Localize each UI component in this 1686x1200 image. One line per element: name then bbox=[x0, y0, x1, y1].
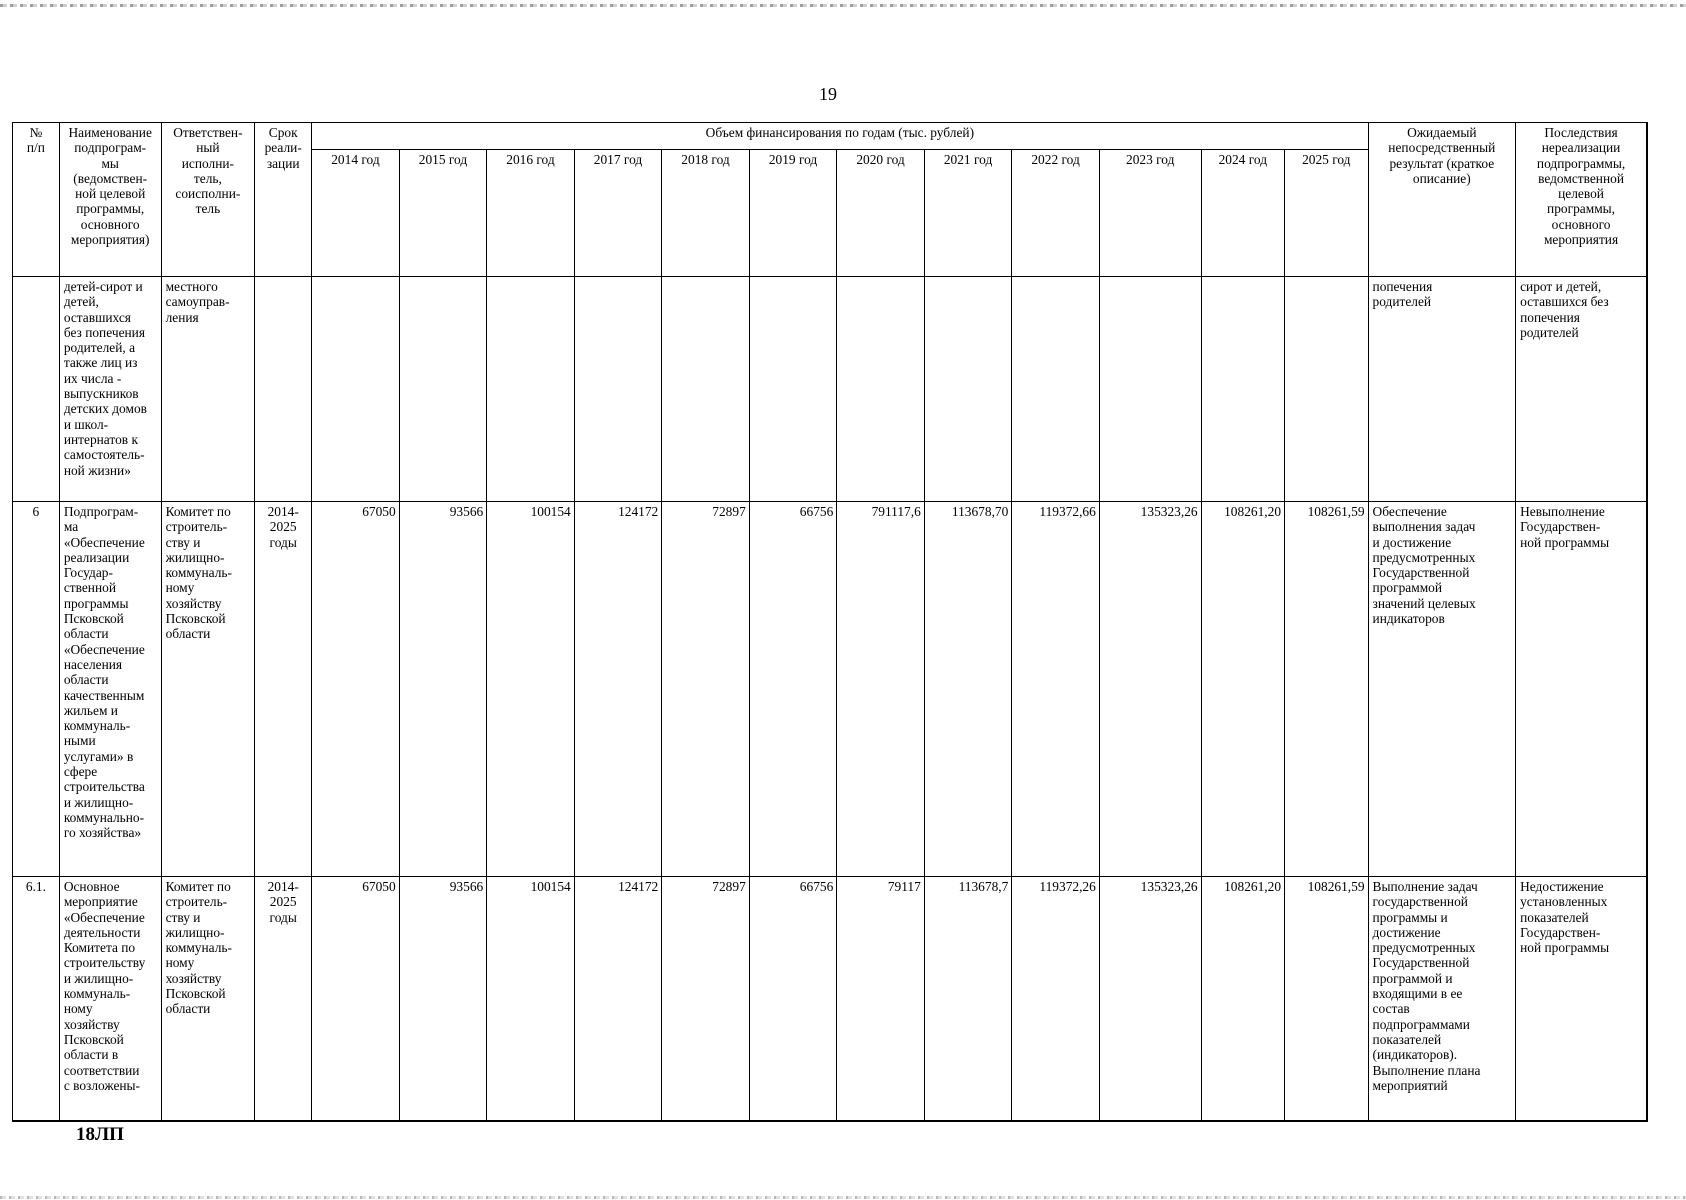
table-row bbox=[13, 277, 1648, 502]
cell-funding-value bbox=[1099, 277, 1201, 502]
cell-name: Подпрограм- ма «Обеспечение реализации Государ- ственной программы Псковской области «Обеспечение населения области качественным жильем и коммуналь- ными услугами» в сфере строительства и жилищно- коммунально- го хозяйства» bbox=[59, 502, 161, 877]
header-term: Срок реали- зации bbox=[255, 123, 312, 277]
cell-funding-value bbox=[574, 277, 662, 502]
header-year: 2025 год bbox=[1285, 150, 1369, 277]
header-year: 2022 год bbox=[1012, 150, 1100, 277]
cell-funding-value bbox=[487, 277, 575, 502]
cell-funding-value: 66756 bbox=[749, 502, 837, 877]
cell-responsible: Комитет по строитель- ству и жилищно- коммуналь- ному хозяйству Псковской области bbox=[161, 877, 255, 1122]
header-funding: Объем финансирования по годам (тыс. рублей) bbox=[312, 123, 1368, 150]
header-year: 2020 год bbox=[837, 150, 925, 277]
header-year: 2015 год bbox=[399, 150, 487, 277]
cell-term: 2014- 2025 годы bbox=[255, 877, 312, 1122]
cell-num: 6.1. bbox=[13, 877, 60, 1122]
cell-responsible: местного самоуправ- ления bbox=[161, 277, 255, 502]
cell-funding-value bbox=[924, 277, 1012, 502]
header-name: Наименование подпрограм- мы (ведомствен- ной целевой программы, основного мероприятия) bbox=[59, 123, 161, 277]
cell-funding-value: 72897 bbox=[662, 877, 750, 1122]
cell-funding-value: 100154 bbox=[487, 877, 575, 1122]
cell-funding-value: 113678,7 bbox=[924, 877, 1012, 1122]
cell-funding-value bbox=[749, 277, 837, 502]
cell-funding-value: 108261,20 bbox=[1201, 502, 1284, 877]
cell-name: детей-сирот и детей, оставшихся без попечения родителей, а также лиц из их числа - выпускников детских домов и школ- интернатов к самостоятель- ной жизни» bbox=[59, 277, 161, 502]
cell-funding-value: 108261,59 bbox=[1285, 502, 1369, 877]
cell-funding-value: 135323,26 bbox=[1099, 877, 1201, 1122]
scan-edge-bottom bbox=[0, 1196, 1686, 1199]
cell-consequences: сирот и детей, оставшихся без попечения родителей bbox=[1516, 277, 1647, 502]
header-year: 2016 год bbox=[487, 150, 575, 277]
page-number: 19 bbox=[819, 84, 837, 104]
cell-funding-value: 124172 bbox=[574, 877, 662, 1122]
cell-term: 2014- 2025 годы bbox=[255, 502, 312, 877]
header-result: Ожидаемый непосредственный результат (краткое описание) bbox=[1368, 123, 1516, 277]
table-row bbox=[13, 502, 1648, 877]
cell-funding-value: 108261,59 bbox=[1285, 877, 1369, 1122]
header-year: 2018 год bbox=[662, 150, 750, 277]
cell-num bbox=[13, 277, 60, 502]
cell-funding-value: 66756 bbox=[749, 877, 837, 1122]
cell-funding-value bbox=[1012, 277, 1100, 502]
cell-funding-value: 119372,26 bbox=[1012, 877, 1100, 1122]
cell-num: 6 bbox=[13, 502, 60, 877]
cell-funding-value bbox=[1201, 277, 1284, 502]
header-year: 2019 год bbox=[749, 150, 837, 277]
cell-name: Основное мероприятие «Обеспечение деятельности Комитета по строительству и жилищно- коммуналь- ному хозяйству Псковской области в соответствии с возложены- bbox=[59, 877, 161, 1122]
table-row bbox=[13, 877, 1648, 1122]
cell-consequences: Невыполнение Государствен- ной программы bbox=[1516, 502, 1647, 877]
header-year: 2023 год bbox=[1099, 150, 1201, 277]
header-year: 2024 год bbox=[1201, 150, 1284, 277]
cell-funding-value: 108261,20 bbox=[1201, 877, 1284, 1122]
header-consequences: Последствия нереализации подпрограммы, ведомственной целевой программы, основного мероприятия bbox=[1516, 123, 1647, 277]
cell-funding-value: 135323,26 bbox=[1099, 502, 1201, 877]
header-year: 2021 год bbox=[924, 150, 1012, 277]
cell-responsible: Комитет по строитель- ству и жилищно- коммуналь- ному хозяйству Псковской области bbox=[161, 502, 255, 877]
cell-funding-value: 113678,70 bbox=[924, 502, 1012, 877]
cell-funding-value bbox=[662, 277, 750, 502]
cell-funding-value: 93566 bbox=[399, 502, 487, 877]
cell-term bbox=[255, 277, 312, 502]
header-year: 2014 год bbox=[312, 150, 400, 277]
cell-funding-value: 93566 bbox=[399, 877, 487, 1122]
cell-funding-value: 791117,6 bbox=[837, 502, 925, 877]
cell-funding-value: 100154 bbox=[487, 502, 575, 877]
document-code: 18ЛП bbox=[76, 1124, 124, 1145]
funding-table bbox=[12, 122, 1648, 1122]
cell-funding-value: 67050 bbox=[312, 877, 400, 1122]
cell-funding-value bbox=[1285, 277, 1369, 502]
cell-funding-value bbox=[837, 277, 925, 502]
cell-result: Выполнение задач государственной программы и достижение предусмотренных Государственной программой и входящими в ее состав подпрограммами показателей (индикаторов). Выполнение плана мероприятий bbox=[1368, 877, 1516, 1122]
cell-funding-value bbox=[312, 277, 400, 502]
header-num: № п/п bbox=[13, 123, 60, 277]
header-row bbox=[13, 123, 1648, 150]
cell-result: попечения родителей bbox=[1368, 277, 1516, 502]
scan-edge-top bbox=[0, 4, 1686, 7]
cell-funding-value: 79117 bbox=[837, 877, 925, 1122]
header-year: 2017 год bbox=[574, 150, 662, 277]
cell-funding-value bbox=[399, 277, 487, 502]
cell-consequences: Недостижение установленных показателей Государствен- ной программы bbox=[1516, 877, 1647, 1122]
cell-funding-value: 67050 bbox=[312, 502, 400, 877]
header-responsible: Ответствен- ный исполни- тель, соисполни- тель bbox=[161, 123, 255, 277]
cell-funding-value: 119372,66 bbox=[1012, 502, 1100, 877]
cell-funding-value: 72897 bbox=[662, 502, 750, 877]
cell-result: Обеспечение выполнения задач и достижение предусмотренных Государственной программой значений целевых индикаторов bbox=[1368, 502, 1516, 877]
cell-funding-value: 124172 bbox=[574, 502, 662, 877]
